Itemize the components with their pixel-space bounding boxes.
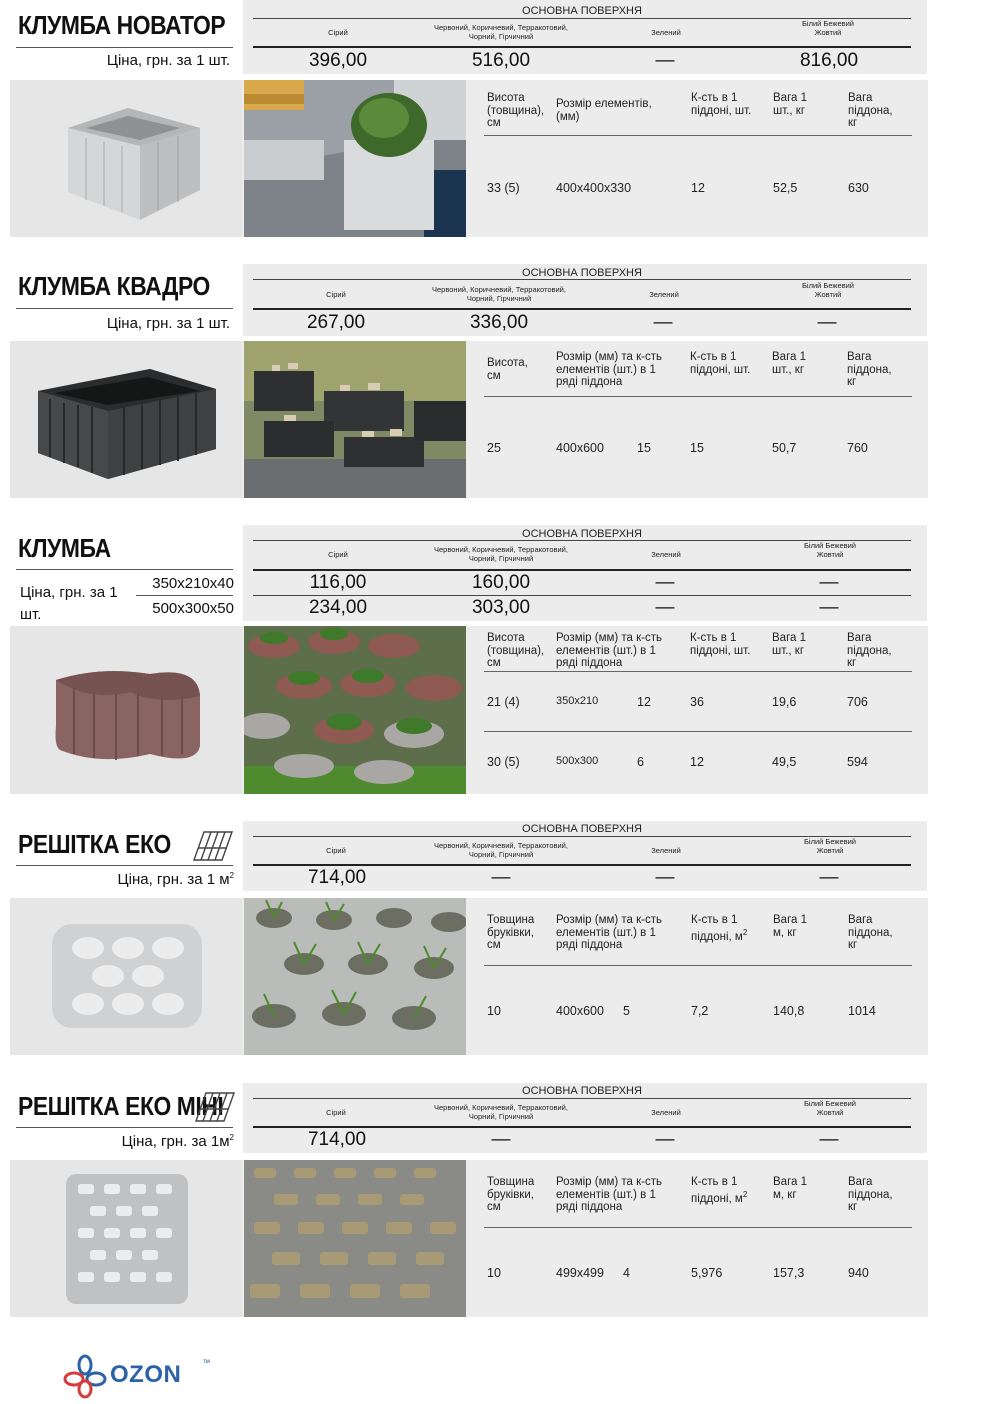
product-title: КЛУМБА КВАДРО — [18, 271, 210, 301]
spec-value: 400x400x330 — [556, 181, 632, 195]
price-panel — [243, 1083, 927, 1153]
spec-header-weight: Вага 1 шт., кг — [773, 92, 807, 117]
logo-trademark: тм — [203, 1359, 210, 1365]
spec-divider — [484, 965, 912, 966]
col-green-label: Зелений — [649, 290, 679, 299]
spec-header-qty: К-сть в 1 піддоні, шт. — [690, 632, 751, 657]
product-title: КЛУМБА НОВАТОР — [18, 10, 226, 40]
ozon-logo-icon — [62, 1353, 108, 1399]
price-white: 816,00 — [799, 50, 859, 71]
spec-header-size: Розмір (мм) та к-сть елементів (шт.) в 1 ряді піддона — [556, 632, 663, 669]
spec-value: 4 — [623, 1266, 630, 1280]
spec-header-pallet: Вага піддона, кг — [847, 351, 892, 388]
product-photo — [244, 626, 466, 794]
spec-value: 19,6 — [772, 695, 797, 709]
spec-divider — [484, 1227, 912, 1228]
col-colors-label: Червоний, Коричневий, Терракотовий, Чорний, Гірчичний — [434, 1103, 568, 1121]
col-white-label: Білий Бежевий Жовтий — [802, 281, 854, 299]
col-white-label: Білий Бежевий Жовтий — [804, 837, 856, 855]
spec-value: 400x600 — [556, 1004, 604, 1018]
spec-header-weight: Вага 1 шт., кг — [772, 632, 806, 657]
spec-value: 10 — [487, 1004, 501, 1018]
price-grey: 267,00 — [306, 312, 366, 333]
spec-header-pallet: Вага піддона, кг — [848, 92, 893, 129]
price-panel — [243, 821, 927, 891]
size-label: 500x300x50 — [152, 600, 234, 617]
product-image — [10, 898, 242, 1055]
planter-cube-icon — [10, 80, 242, 237]
spec-header-thickness: Товщина бруківки, см — [487, 914, 535, 951]
col-colors-label: Червоний, Коричневий, Терракотовий, Чорний, Гірчичний — [434, 841, 568, 859]
price-colors: — — [491, 1129, 511, 1150]
price-white: — — [819, 867, 839, 888]
spec-value: 594 — [847, 755, 868, 769]
price-grey: 234,00 — [308, 597, 368, 618]
title-divider — [16, 865, 233, 866]
price-white: — — [819, 572, 839, 593]
spec-divider — [484, 731, 912, 732]
price-colors: — — [491, 867, 511, 888]
spec-header-qty: К-сть в 1 піддоні, $м^2$ — [691, 1176, 748, 1205]
spec-value: 15 — [637, 441, 651, 455]
product-title: КЛУМБА — [18, 533, 111, 563]
price-green: — — [655, 597, 675, 618]
product-photo — [244, 80, 466, 237]
planter-rect-icon — [10, 341, 242, 498]
spec-header-height: Висота, см — [487, 357, 528, 382]
spec-divider — [484, 671, 912, 672]
spec-value: 760 — [847, 441, 868, 455]
price-green: — — [655, 867, 675, 888]
spec-value: 350x210 — [556, 695, 599, 707]
section-klumba-kvadro — [0, 264, 987, 504]
product-image — [10, 80, 242, 237]
price-grey: 714,00 — [307, 867, 367, 888]
col-green-label: Зелений — [651, 846, 681, 855]
col-colors-label: Червоний, Коричневий, Терракотовий, Чорний, Гірчичний — [434, 545, 568, 563]
section-klumba — [0, 525, 987, 795]
spec-header-qty: К-сть в 1 піддоні, шт. — [691, 92, 752, 117]
grid-paver-eco-icon — [10, 898, 242, 1055]
spec-value: 140,8 — [773, 1004, 805, 1018]
price-colors: 516,00 — [471, 50, 531, 71]
spec-header-size: Розмір (мм) та к-сть елементів (шт.) в 1 ряді піддона — [556, 914, 663, 951]
price-label: Ціна, грн. за 1 шт. — [106, 52, 230, 69]
spec-divider — [484, 135, 912, 136]
spec-header-size: Розмір (мм) та к-сть елементів (шт.) в 1 ряді піддона — [556, 351, 663, 388]
grid-paver-icon — [192, 830, 234, 862]
surface-header: ОСНОВНА ПОВЕРХНЯ — [522, 528, 642, 540]
product-image — [10, 341, 242, 498]
size-divider — [136, 595, 233, 596]
product-panel — [10, 80, 928, 237]
col-white-label: Білий Бежевий Жовтий — [802, 19, 854, 37]
price-label: Ціна, грн. за 1 шт. — [106, 315, 230, 332]
product-title: РЕШІТКА ЕКО — [18, 829, 171, 859]
grid-paver-eco-mini-icon — [10, 1160, 242, 1317]
product-image — [10, 1160, 242, 1317]
title-divider — [16, 47, 233, 48]
section-reshitka-eko — [0, 821, 987, 1061]
col-white-label: Білий Бежевий Жовтий — [804, 541, 856, 559]
price-green: — — [655, 572, 675, 593]
spec-header-pallet: Вага піддона, кг — [847, 632, 892, 669]
spec-value: 12 — [690, 755, 704, 769]
panel-divider — [253, 1126, 911, 1128]
price-colors: 160,00 — [471, 572, 531, 593]
spec-value: 706 — [847, 695, 868, 709]
spec-value: 30 (5) — [487, 755, 520, 769]
price-panel — [243, 525, 927, 621]
price-label: Ціна, грн. за $1м^2$ — [121, 1133, 234, 1150]
panel-divider — [253, 864, 911, 866]
section-klumba-novator — [0, 0, 987, 240]
price-label: Ціна, грн. за 1 $м^2$ — [117, 871, 234, 888]
spec-value: 5,976 — [691, 1266, 723, 1280]
spec-header-weight: Вага 1 м, кг — [773, 1176, 807, 1201]
product-panel — [10, 898, 928, 1055]
product-panel — [10, 626, 928, 794]
product-panel — [10, 1160, 928, 1317]
planter-round-icon — [10, 626, 242, 794]
spec-value: 33 (5) — [487, 181, 520, 195]
spec-value: 7,2 — [691, 1004, 709, 1018]
price-green: — — [655, 50, 675, 71]
surface-header: ОСНОВНА ПОВЕРХНЯ — [522, 1085, 642, 1097]
col-green-label: Зелений — [651, 550, 681, 559]
product-photo — [244, 341, 466, 498]
spec-header-qty: К-сть в 1 піддоні, $м^2$ — [691, 914, 748, 943]
spec-value: 400x600 — [556, 441, 604, 455]
spec-header-weight: Вага 1 м, кг — [773, 914, 807, 939]
product-photo — [244, 1160, 466, 1317]
logo-text: OZON — [110, 1361, 182, 1388]
spec-value: 1014 — [848, 1004, 876, 1018]
product-panel — [10, 341, 928, 498]
price-colors: 336,00 — [469, 312, 529, 333]
spec-value: 10 — [487, 1266, 501, 1280]
surface-header: ОСНОВНА ПОВЕРХНЯ — [522, 5, 642, 17]
price-green: — — [655, 1129, 675, 1150]
col-white-label: Білий Бежевий Жовтий — [804, 1099, 856, 1117]
col-grey-label: Сірий — [326, 1108, 346, 1117]
title-divider — [16, 308, 233, 309]
spec-value: 21 (4) — [487, 695, 520, 709]
col-grey-label: Сірий — [328, 28, 348, 37]
spec-header-pallet: Вага піддона, кг — [848, 1176, 893, 1213]
product-image — [10, 626, 242, 794]
surface-header: ОСНОВНА ПОВЕРХНЯ — [522, 823, 642, 835]
spec-header-size: Розмір елементів, (мм) — [556, 98, 652, 123]
col-green-label: Зелений — [651, 1108, 681, 1117]
spec-value: 6 — [637, 755, 644, 769]
spec-value: 50,7 — [772, 441, 797, 455]
product-title: РЕШІТКА ЕКО МІНІ — [18, 1091, 224, 1121]
spec-value: 5 — [623, 1004, 630, 1018]
spec-value: 499x499 — [556, 1266, 604, 1280]
spec-header-height: Висота (товщина), см — [487, 92, 545, 129]
spec-divider — [484, 396, 912, 397]
price-green: — — [653, 312, 673, 333]
spec-header-thickness: Товщина бруківки, см — [487, 1176, 535, 1213]
price-colors: 303,00 — [471, 597, 531, 618]
grid-paver-icon — [194, 1091, 236, 1123]
price-panel — [243, 264, 927, 336]
price-grey: 714,00 — [307, 1129, 367, 1150]
spec-value: 500x300 — [556, 755, 599, 767]
panel-divider — [253, 308, 911, 310]
price-label: Ціна, грн. за 1 шт. — [20, 584, 118, 623]
spec-header-weight: Вага 1 шт., кг — [772, 351, 806, 376]
spec-value: 52,5 — [773, 181, 798, 195]
spec-value: 630 — [848, 181, 869, 195]
price-grey: 396,00 — [308, 50, 368, 71]
col-grey-label: Сірий — [326, 846, 346, 855]
spec-value: 36 — [690, 695, 704, 709]
title-divider — [16, 569, 233, 570]
panel-divider — [253, 569, 911, 571]
spec-value: 25 — [487, 441, 501, 455]
product-photo — [244, 898, 466, 1055]
price-white: — — [819, 1129, 839, 1150]
spec-header-qty: К-сть в 1 піддоні, шт. — [690, 351, 751, 376]
col-colors-label: Червоний, Коричневий, Терракотовий, Чорний, Гірчичний — [432, 285, 566, 303]
price-grey: 116,00 — [309, 572, 367, 593]
spec-value: 12 — [637, 695, 651, 709]
title-divider — [16, 1127, 233, 1128]
col-grey-label: Сірий — [326, 290, 346, 299]
col-green-label: Зелений — [651, 28, 681, 37]
spec-header-height: Висота (товщина), см — [487, 632, 545, 669]
price-panel — [243, 0, 927, 74]
spec-value: 940 — [848, 1266, 869, 1280]
price-white: — — [819, 597, 839, 618]
spec-header-size: Розмір (мм) та к-сть елементів (шт.) в 1 ряді піддона — [556, 1176, 663, 1213]
col-grey-label: Сірий — [328, 550, 348, 559]
spec-header-pallet: Вага піддона, кг — [848, 914, 893, 951]
section-reshitka-eko-mini — [0, 1083, 987, 1323]
spec-value: 157,3 — [773, 1266, 805, 1280]
panel-divider — [253, 279, 911, 280]
ozon-logo — [62, 1353, 212, 1399]
panel-divider — [253, 46, 911, 48]
spec-value: 15 — [690, 441, 704, 455]
col-colors-label: Червоний, Коричневий, Терракотовий, Чорний, Гірчичний — [434, 23, 568, 41]
size-label: 350x210x40 — [152, 575, 234, 592]
surface-header: ОСНОВНА ПОВЕРХНЯ — [522, 267, 642, 279]
spec-value: 49,5 — [772, 755, 797, 769]
spec-value: 12 — [691, 181, 705, 195]
price-white: — — [817, 312, 837, 333]
panel-divider — [253, 595, 911, 596]
